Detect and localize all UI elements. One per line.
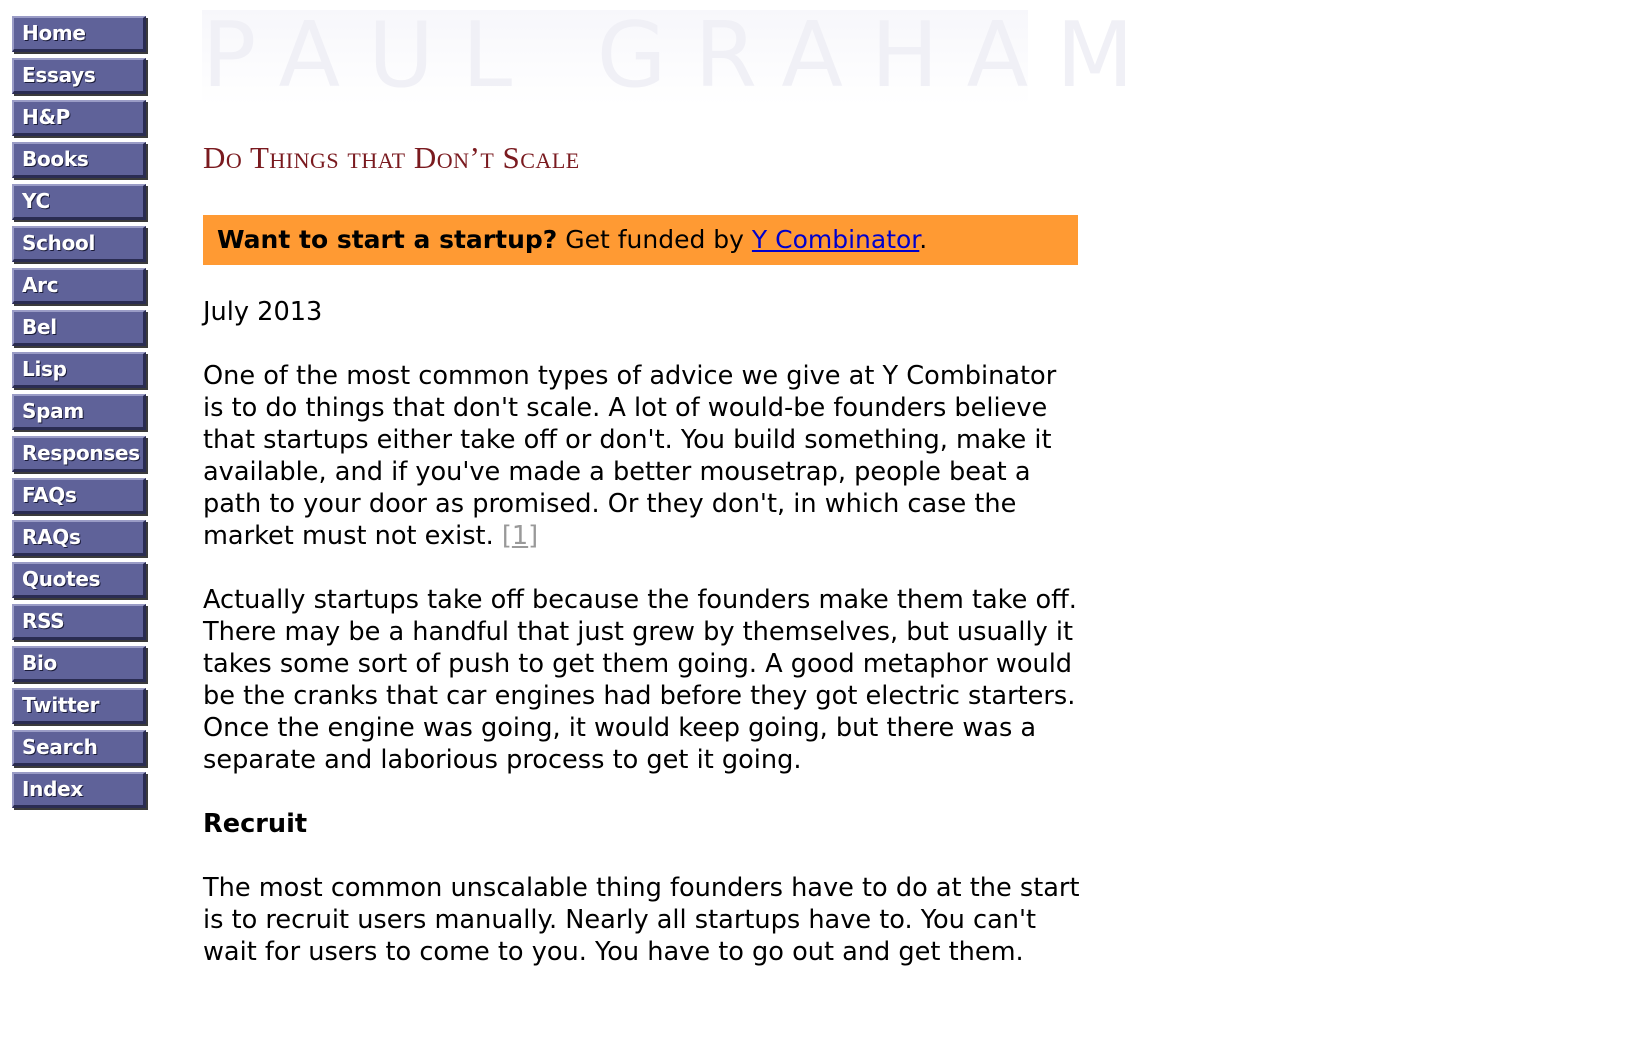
nav-rss-button[interactable]: RSS	[12, 604, 146, 640]
essay-paragraph: Actually startups take off because the founders make them take off. There may be a handful that just grew by themselves, but usually it takes some sort of push to get them going. A good metaphor would be the cranks that car engines had before they got electric starters. Once the engine was going, it would keep going, but there was a separate and laborious process to get it going.	[203, 585, 1077, 775]
essay-date: July 2013	[203, 297, 323, 327]
nav-spam-button[interactable]: Spam	[12, 394, 146, 430]
paragraph-text: One of the most common types of advice we give at Y Combinator is to do things that don't scale. A lot of would-be founders believe that startups either take off or don't. You build something, make it available, and if you've made a better mousetrap, people beat a path to your door as promised. Or they don't, in which case the market must not exist.	[203, 361, 1057, 551]
nav-twitter-button[interactable]: Twitter	[12, 688, 146, 724]
essay-paragraph	[203, 360, 1083, 552]
footnote-close: ]	[528, 521, 539, 551]
essay-paragraph: The most common unscalable thing founders have to do at the start is to recruit users manually. Nearly all startups have to. You can't wait for users to come to you. You have to go out and get them.	[203, 873, 1080, 967]
nav-books-button[interactable]: Books	[12, 142, 146, 178]
banner-text: Get funded by	[557, 225, 752, 254]
sidebar-nav	[12, 16, 146, 814]
nav-yc-button[interactable]: YC	[12, 184, 146, 220]
nav-responses-button[interactable]: Responses	[12, 436, 146, 472]
page-title: Do Things that Don’t Scale	[203, 140, 580, 175]
nav-search-button[interactable]: Search	[12, 730, 146, 766]
nav-raqs-button[interactable]: RAQs	[12, 520, 146, 556]
nav-essays-button[interactable]: Essays	[12, 58, 146, 94]
nav-arc-button[interactable]: Arc	[12, 268, 146, 304]
banner-tail: .	[919, 225, 928, 254]
nav-school-button[interactable]: School	[12, 226, 146, 262]
nav-index-button[interactable]: Index	[12, 772, 146, 808]
y-combinator-link[interactable]: Y Combinator	[751, 225, 920, 254]
nav-hp-button[interactable]: H&P	[12, 100, 146, 136]
footnote-open: [	[501, 521, 512, 551]
nav-faqs-button[interactable]: FAQs	[12, 478, 146, 514]
nav-lisp-button[interactable]: Lisp	[12, 352, 146, 388]
nav-bel-button[interactable]: Bel	[12, 310, 146, 346]
site-logo: PAUL GRAHAM	[202, 3, 1162, 108]
footnote-ref	[502, 521, 538, 551]
banner-bold-text: Want to start a startup?	[217, 225, 558, 254]
nav-quotes-button[interactable]: Quotes	[12, 562, 146, 598]
essay-body	[203, 296, 1083, 1000]
yc-banner	[203, 215, 1078, 265]
nav-home-button[interactable]: Home	[12, 16, 146, 52]
section-heading: Recruit	[203, 809, 308, 839]
nav-bio-button[interactable]: Bio	[12, 646, 146, 682]
footnote-link[interactable]: 1	[511, 521, 529, 551]
